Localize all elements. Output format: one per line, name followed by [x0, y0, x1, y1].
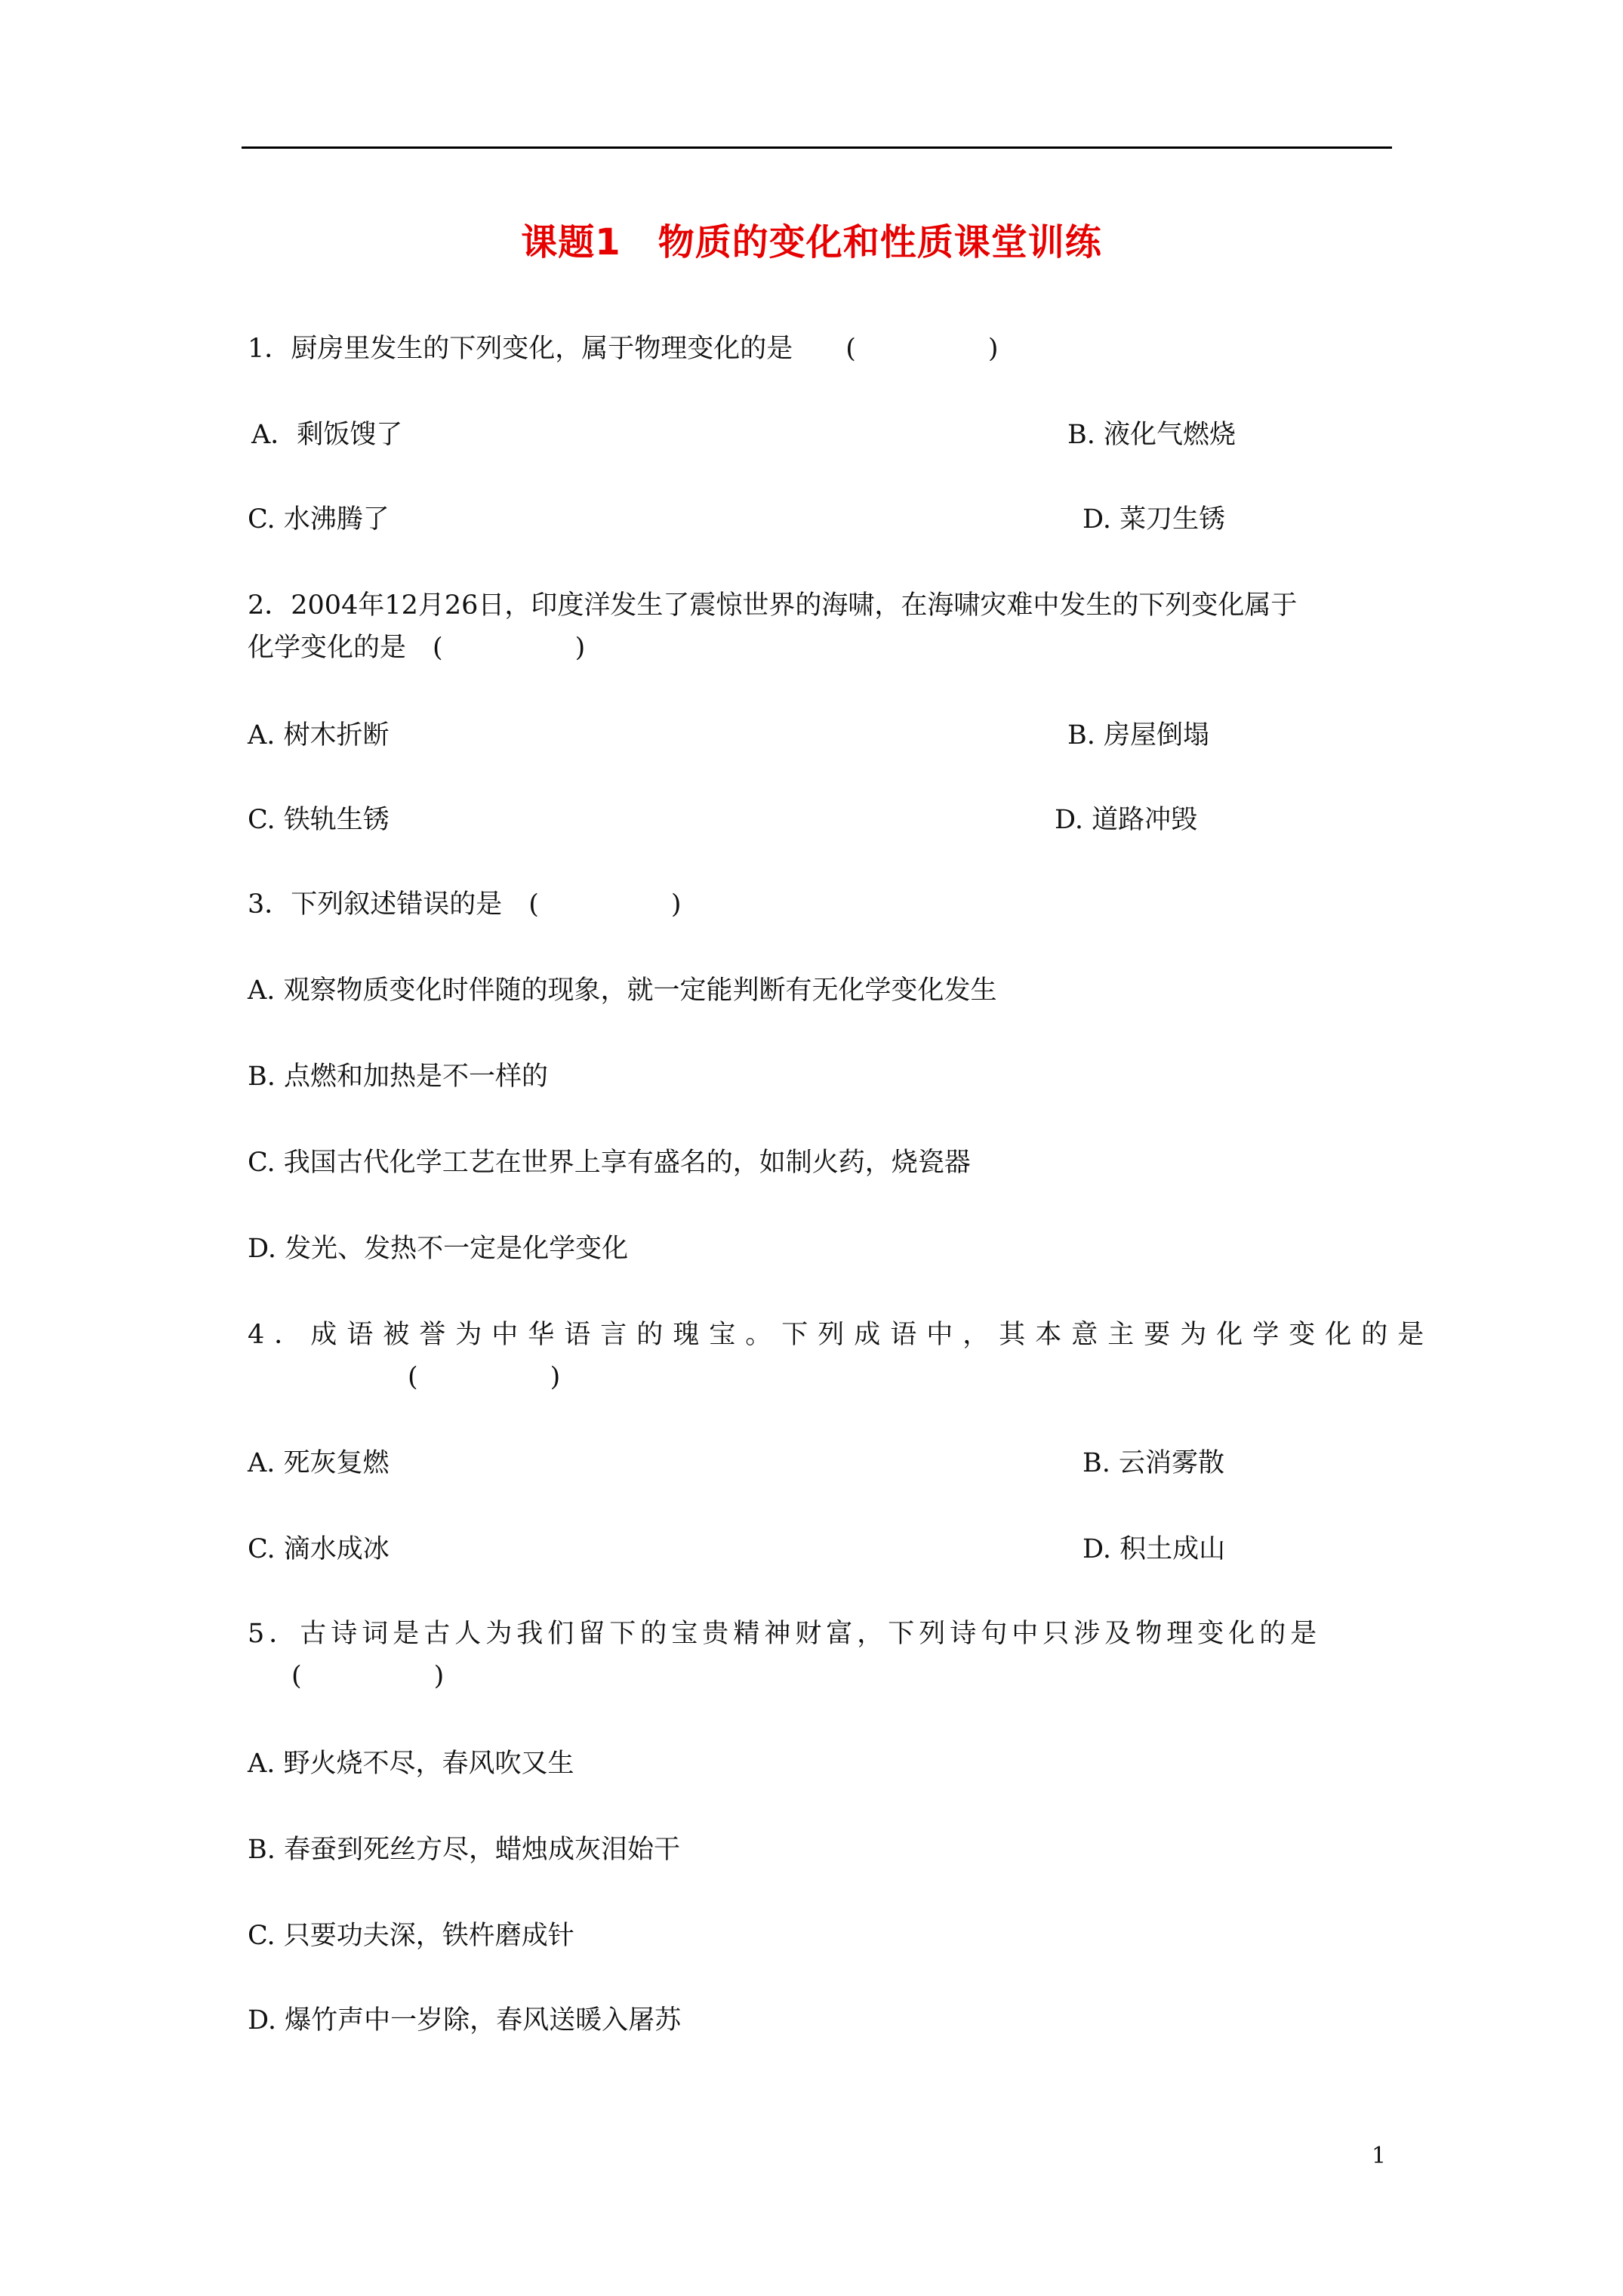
header-rule	[242, 146, 1392, 149]
question-2-option-c: C. 铁轨生锈	[248, 805, 390, 835]
question-1-stem: 1．厨房里发生的下列变化，属于物理变化的是 ( )	[248, 334, 999, 364]
question-4-option-c: C. 滴水成冰	[248, 1534, 390, 1564]
question-1-option-a: A．剩饭馊了	[251, 420, 403, 450]
question-2-option-d: D. 道路冲毁	[1055, 805, 1198, 835]
question-2-option-b: B. 房屋倒塌	[1067, 720, 1209, 750]
question-3-option-d: D. 发光、发热不一定是化学变化	[248, 1234, 629, 1264]
question-4-option-d: D. 积土成山	[1083, 1534, 1226, 1564]
question-1-option-b: B. 液化气燃烧	[1067, 420, 1236, 450]
question-4-option-b: B. 云消雾散	[1083, 1448, 1224, 1478]
question-4-option-a: A. 死灰复燃	[248, 1448, 390, 1478]
question-5-option-c: C. 只要功夫深，铁杵磨成针	[248, 1921, 574, 1951]
question-4-stem-line2: ( )	[408, 1362, 561, 1392]
question-2-stem-line1: 2．2004年12月26日，印度洋发生了震惊世界的海啸，在海啸灾难中发生的下列变化属于	[248, 590, 1298, 621]
question-3-option-a: A. 观察物质变化时伴随的现象，就一定能判断有无化学变化发生	[248, 975, 997, 1006]
question-2-option-a: A. 树木折断	[248, 720, 390, 750]
question-3-option-c: C. 我国古代化学工艺在世界上享有盛名的，如制火药，烧瓷器	[248, 1148, 971, 1178]
question-5-stem-line1: 5．古诗词是古人为我们留下的宝贵精神财富，下列诗句中只涉及物理变化的是	[248, 1619, 1322, 1649]
question-3-stem: 3．下列叙述错误的是 ( )	[248, 889, 682, 920]
page-number: 1	[1372, 2143, 1387, 2169]
question-4-stem-line1: 4．成语被誉为中华语言的瑰宝。下列成语中，其本意主要为化学变化的是	[248, 1320, 1434, 1350]
question-3-option-b: B. 点燃和加热是不一样的	[248, 1062, 548, 1092]
question-5-option-a: A. 野火烧不尽，春风吹又生	[248, 1749, 574, 1779]
question-1-option-d: D. 菜刀生锈	[1083, 504, 1226, 535]
question-2-stem-line2: 化学变化的是 ( )	[248, 633, 586, 663]
question-5-option-b: B. 春蚕到死丝方尽，蜡烛成灰泪始干	[248, 1835, 680, 1865]
page-title: 课题1 物质的变化和性质课堂训练	[521, 221, 1102, 264]
question-5-option-d: D. 爆竹声中一岁除，春风送暖入屠苏	[248, 2005, 682, 2036]
question-5-stem-line2: ( )	[291, 1661, 445, 1691]
question-1-option-c: C. 水沸腾了	[248, 504, 390, 535]
